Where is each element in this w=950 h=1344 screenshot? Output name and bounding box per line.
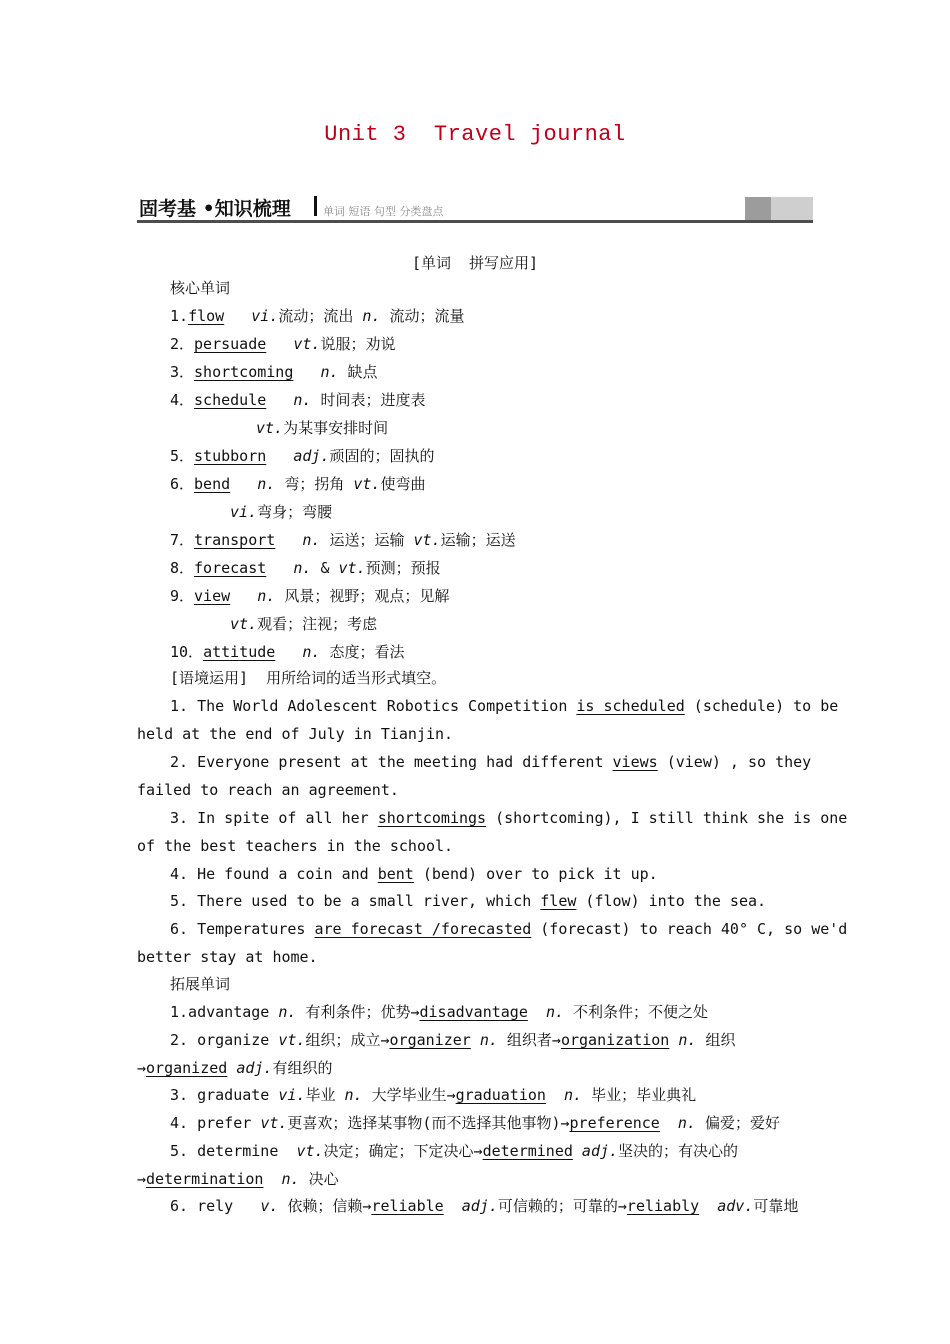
context-item-continuation: held at the end of July in Tianjin. (137, 725, 454, 743)
core-item: 6．bend n. 弯；拐角 vt.使弯曲 (170, 475, 426, 493)
extension-item: 4. prefer vt.更喜欢；选择某事物(而不选择其他事物)→preference n. 偏爱；爱好 (170, 1114, 780, 1132)
banner-subtitle: 单词 短语 句型 分类盘点 (323, 205, 444, 218)
banner-title: 固考基 •知识梳理 (139, 198, 291, 220)
extension-item: 5. determine vt.决定；确定；下定决心→determined adj.坚决的；有决心的 (170, 1142, 739, 1160)
extension-item-continuation: →determination n. 决心 (137, 1170, 339, 1188)
core-item: 7．transport n. 运送；运输 vt.运输；运送 (170, 531, 516, 549)
core-item: 9．view n. 风景；视野；观点；见解 (170, 587, 450, 605)
core-item: 1.flow vi.流动；流出 n. 流动；流量 (170, 307, 465, 325)
context-item-continuation: of the best teachers in the school. (137, 837, 454, 855)
section-banner (137, 192, 813, 224)
context-item-continuation: better stay at home. (137, 948, 318, 966)
core-heading: 核心单词 (170, 279, 231, 297)
page-title: Unit 3 Travel journal (324, 122, 626, 147)
core-item: 3．shortcoming n. 缺点 (170, 363, 378, 381)
core-item: 5．stubborn adj.顽固的；固执的 (170, 447, 435, 465)
core-item: 4．schedule n. 时间表；进度表 (170, 391, 426, 409)
context-item: 4. He found a coin and bent (bend) over to pick it up. (170, 865, 658, 883)
context-item: 3. In spite of all her shortcomings (shortcoming), I still think she is one (170, 809, 848, 827)
core-item: 8．forecast n. & vt.预测；预报 (170, 559, 441, 577)
banner-decoration-light (771, 197, 813, 220)
context-heading: [语境运用] 用所给词的适当形式填空。 (170, 669, 447, 687)
core-item: 2．persuade vt.说服；劝说 (170, 335, 396, 353)
extension-heading: 拓展单词 (170, 975, 231, 993)
context-item: 1. The World Adolescent Robotics Competition is scheduled (schedule) to be (170, 697, 839, 715)
section-header: [单词 拼写应用] (411, 254, 539, 272)
banner-decoration-dark (745, 197, 771, 220)
extension-item: 3. graduate vi.毕业 n. 大学毕业生→graduation n. 毕业；毕业典礼 (170, 1086, 697, 1104)
extension-item: 2. organize vt.组织；成立→organizer n. 组织者→organization n. 组织 (170, 1031, 736, 1049)
extension-item: 6. rely v. 依赖；信赖→reliable adj.可信赖的；可靠的→reliably adv.可靠地 (170, 1197, 799, 1215)
context-item: 2. Everyone present at the meeting had different views (view) , so they (170, 753, 812, 771)
banner-rule (137, 220, 813, 223)
core-item-continuation: vi.弯身；弯腰 (230, 503, 333, 521)
banner-divider (314, 196, 317, 216)
extension-item: 1.advantage n. 有利条件；优势→disadvantage n. 不利条件；不便之处 (170, 1003, 709, 1021)
context-item: 6. Temperatures are forecast /forecasted (forecast) to reach 40° C, so we'd (170, 920, 848, 938)
context-item-continuation: failed to reach an agreement. (137, 781, 399, 799)
core-item-continuation: vt.为某事安排时间 (256, 419, 389, 437)
context-item: 5. There used to be a small river, which flew (flow) into the sea. (170, 892, 767, 910)
extension-item-continuation: →organized adj.有组织的 (137, 1059, 333, 1077)
core-item-continuation: vt.观看；注视；考虑 (230, 615, 378, 633)
core-item: 10．attitude n. 态度；看法 (170, 643, 405, 661)
